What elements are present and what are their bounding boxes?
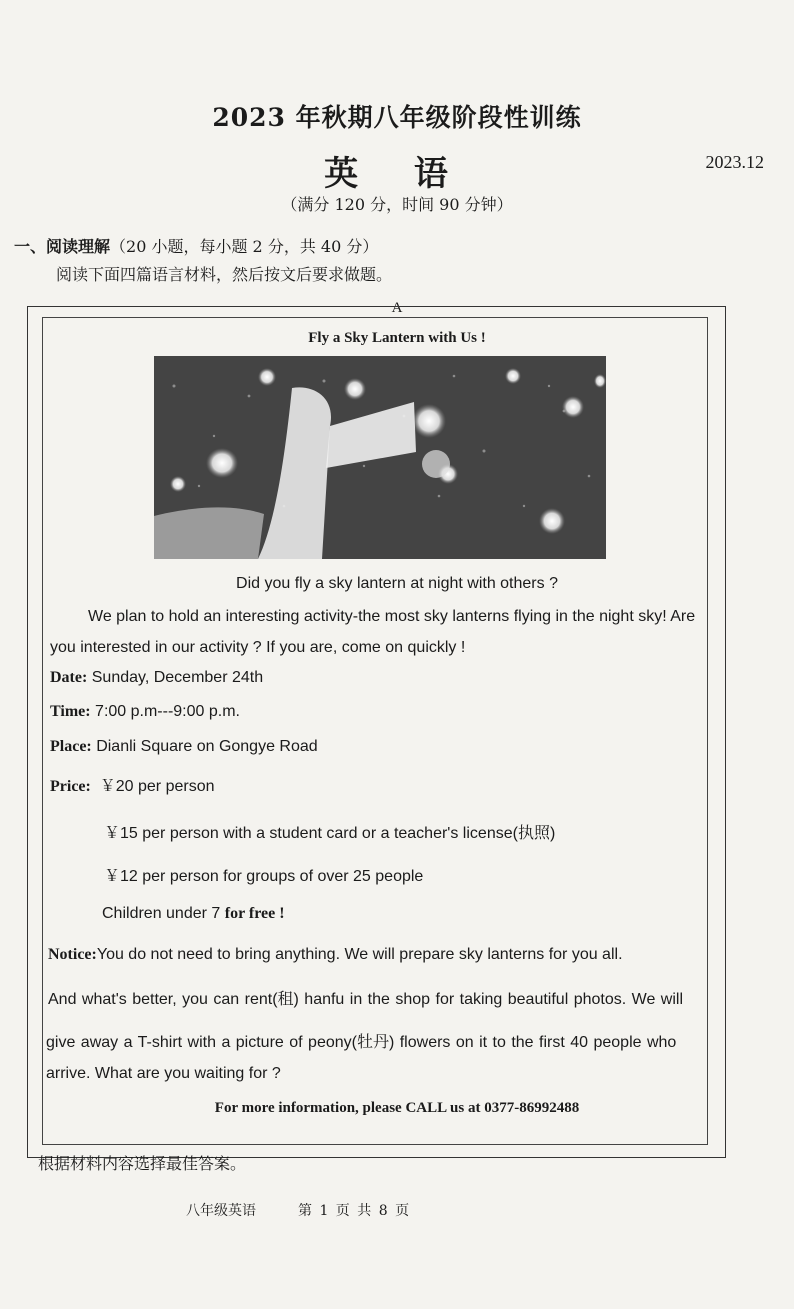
notice-row [48,946,623,964]
subject-title: 英 语 [324,154,470,194]
hanfu-line-2: give away a T-shirt with a picture of peony(牡丹) flowers on it to the first 40 people who [46,1034,677,1051]
time-value: 7:00 p.m---9:00 p.m. [90,703,240,720]
section-heading [14,234,378,257]
hanfu-line-1: And what's better, you can rent(租) hanfu in the shop for taking beautiful photos. We will [48,991,683,1008]
page-footer: 八年级英语 第 1 页 共 8 页 [186,1203,410,1219]
date-row [50,669,263,687]
price-group: ￥12 per person for groups of over 25 people [104,868,424,885]
passage-letter: A [391,300,403,316]
notice-value: You do not need to bring anything. We will prepare sky lanterns for you all. [96,946,623,963]
children-text: Children under 7 [102,905,225,922]
price-adult: ￥20 per person [90,778,215,795]
time-row [50,703,240,721]
section-heading-label: 一、阅读理解 [14,237,111,256]
contact-line: For more information, please CALL us at 0377-86992488 [214,1100,580,1116]
exam-date: 2023.12 [705,152,764,172]
sky-lantern-photo [154,356,606,559]
price-row [50,773,215,796]
task-instruction: 根据材料内容选择最佳答案。 [38,1154,247,1173]
section-heading-detail: （20 小题，每小题 2 分，共 40 分） [110,237,379,256]
date-label: Date: [50,669,88,686]
hanfu-line-3: arrive. What are you waiting for ? [46,1065,281,1082]
price-student: ￥15 per person with a student card or a teacher's license(执照) [104,825,556,842]
time-label: Time: [50,703,91,720]
passage-question: Did you fly a sky lantern at night with others ? [236,575,558,592]
children-row [102,905,285,923]
place-value: Dianli Square on Gongye Road [91,738,318,755]
notice-label: Notice: [48,946,97,963]
exam-title: 2023 年秋期八年级阶段性训练 [212,103,582,132]
exam-info: （满分 120 分，时间 90 分钟） [281,195,513,214]
section-instruction: 阅读下面四篇语言材料，然后按文后要求做题。 [56,265,393,284]
place-label: Place: [50,738,92,755]
place-row [50,738,318,756]
date-value: Sunday, December 24th [87,669,264,686]
price-label: Price: [50,778,91,795]
children-free: for free ! [224,905,285,922]
passage-title: Fly a Sky Lantern with Us ! [308,330,486,346]
intro-line-1: We plan to hold an interesting activity-the most sky lanterns flying in the night sky! Are [88,608,696,625]
intro-line-2: you interested in our activity ? If you are, come on quickly ! [50,639,466,656]
